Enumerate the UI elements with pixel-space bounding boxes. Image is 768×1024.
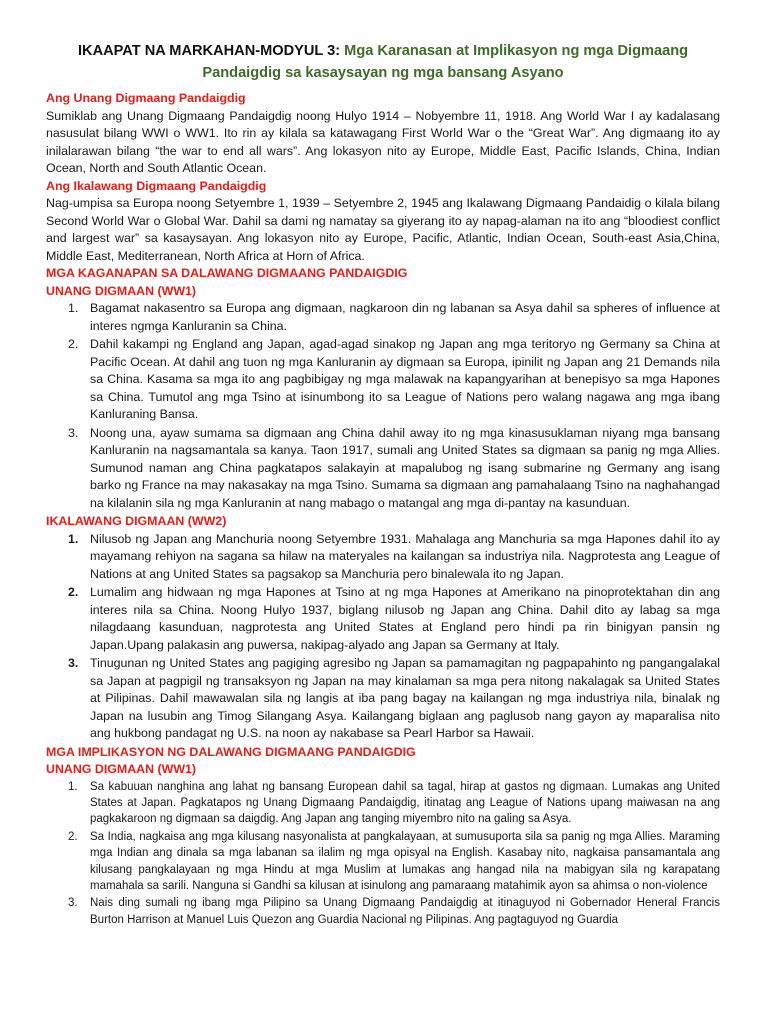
module-title-topic: Mga Karanasan at Implikasyon ng mga Digmaang Pandaigdig sa kasaysayan ng mga bansang Asyano bbox=[202, 43, 689, 81]
list-number: 1. bbox=[68, 780, 78, 793]
list-text: Nais ding sumali ng ibang mga Pilipino sa Unang Digmaang Pandaigdig at itinaguyod ni Gobernador Heneral Francis Burton Harrison at Manuel Luis Quezon ang Guardia Nacional ng Pilipinas. Ang pagtaguyod ng Guardia bbox=[90, 897, 720, 926]
list-number: 3. bbox=[68, 425, 79, 440]
list-item bbox=[46, 531, 720, 584]
module-title bbox=[46, 40, 720, 84]
list-number: 1. bbox=[68, 531, 79, 546]
kaganapan-ww2-heading: IKALAWANG DIGMAAN (WW2) bbox=[46, 514, 227, 528]
list-text: Sa India, nagkaisa ang mga kilusang nasyonalista at pangkalayaan, at sumusuporta sila sa panig ng mga Allies. Maraming mga Indian ang dinala sa mga labanan sa ilalim ng mga opisyal na English. Kasabay nito, nagkaisa pansamantala ang kilusang pangkalayaan ng mga Hindu at mga Muslim at lumakas ang hangad nila na mabigyan sila ng karapatang mamahala sa sarili. Nanguna si Gandhi sa kilusan at isinulong ang pamaraang matahimik ayon sa ahimsa o non-violence bbox=[90, 830, 720, 892]
ww2-intro-heading: Ang Ikalawang Digmaang Pandaigdig bbox=[46, 178, 267, 193]
list-text: Bagamat nakasentro sa Europa ang digmaan, nagkaroon din ng labanan sa Asya dahil sa spheres of influence at interes ngmga Kanluranin sa China. bbox=[90, 301, 720, 333]
list-item bbox=[46, 829, 720, 895]
list-item bbox=[46, 336, 720, 424]
list-item bbox=[46, 584, 720, 654]
list-number: 3. bbox=[68, 656, 79, 670]
list-text: Noong una, ayaw sumama sa digmaan ang China dahil away ito ng mga kinasusuklaman niyang mga bansang Kanluranin na nagsamantala sa kanya. Taon 1917, sumali ang United States sa digmaan sa panig ng mga Allies. Sumunod naman ang China pagkatapos salakayin at mapalubog ng isang submarine ng Germany ang isang barko ng France na may nakasakay na mga Tsino. Sumama sa digmaan ang pamahalaang Tsino na naghahangad na kilalanin sila ng mga Kanluranin at nang mabago o matangal ang mga di-pantay na kasunduan. bbox=[90, 425, 720, 510]
kaganapan-heading: MGA KAGANAPAN SA DALAWANG DIGMAANG PANDAIGDIG bbox=[46, 266, 408, 280]
implikasyon-ww1-heading: UNANG DIGMAAN (WW1) bbox=[46, 762, 197, 776]
list-item bbox=[46, 895, 720, 928]
list-text: Lumalim ang hidwaan ng mga Hapones at Tsino at ng mga Hapones at Amerikano na pinoprotektahan din ang interes nila sa China. Noong Hulyo 1937, biglang nilusob ng Japan ang China. Dahil dito ay labag sa mga nilagdaang kasunduan, nagprotesta ang United States at England pero hindi pa rin binigyan pansin ng Japan.Upang palakasin ang puwersa, nakipag-alyado ang Japan sa Germany at Italy. bbox=[90, 585, 720, 652]
list-number: 2. bbox=[68, 585, 79, 599]
implikasyon-heading: MGA IMPLIKASYON NG DALAWANG DIGMAANG PANDAIGDIG bbox=[46, 744, 416, 759]
list-text: Nilusob ng Japan ang Manchuria noong Setyembre 1931. Mahalaga ang Manchuria sa mga Hapones dahil ito ay mayamang rehiyon na sagana sa hilaw na materyales na kailangan sa industriya nila. Nagprotesta ang League of Nations at ang United States sa pagsakop sa Manchuria pero binalewala ito ng Japan. bbox=[90, 531, 720, 581]
list-number: 2. bbox=[68, 337, 79, 351]
list-number: 2. bbox=[68, 830, 78, 843]
ww1-intro-heading: Ang Unang Digmaang Pandaigdig bbox=[46, 91, 246, 105]
ww1-intro-text: Sumiklab ang Unang Digmaang Pandaigdig noong Hulyo 1914 – Nobyembre 11, 1918. Ang World War I ay kadalasang nasusulat bilang WWI o WW1. Ito rin ay kilala sa katawagang First World War o the “Great War”. Ang digmaang ito ay inilalarawan bilang “the war to end all wars”. Ang lokasyon nito ay Europe, Middle East, Pacific Islands, China, Indian Ocean, North and South Atlantic Ocean. bbox=[46, 108, 720, 175]
list-item bbox=[46, 300, 720, 335]
kaganapan-ww1-heading: UNANG DIGMAAN (WW1) bbox=[46, 283, 197, 298]
ww2-intro-text: Nag-umpisa sa Europa noong Setyembre 1, 1939 – Setyembre 2, 1945 ang Ikalawang Digmaang Pandaidig o kilala bilang Second World War o Global War. Dahil sa dami ng namatay sa giyerang ito ay napag-alaman na ito ang “bloodiest conflict and largest war” sa kasaysayan. Ang lokasyon nito ay Europe, Pacific, Atlantic, Indian Ocean, South-east Asia,China, Middle East, Mediterranean, North Africa at Horn of Africa. bbox=[46, 196, 720, 263]
kaganapan-ww1-list bbox=[46, 300, 720, 512]
list-text: Tinugunan ng United States ang pagiging agresibo ng Japan sa pamamagitan ng pagpapahinto ng pangangalakal sa Japan at pagpigil ng transaksyon ng Japan na may kinalaman sa mga pera nitong nakalagak sa United States at Pilipinas. Dahil mawawalan sila ng langis at iba pang bagay na kailangan ng mga industriya nila, binalak ng Japan na lusubin ang Timog Silangang Asya. Kailangang biglaan ang paglusob nang gayon ay maparalisa nito ang hukbong pandagat ng U.S. na noon ay nakabase sa Pearl Harbor sa Hawaii. bbox=[90, 656, 720, 740]
list-text: Dahil kakampi ng England ang Japan, agad-agad sinakop ng Japan ang mga teritoryo ng Germany sa China at Pacific Ocean. At dahil ang tuon ng mga Kanluranin ay digmaan sa Europa, ipinilit ng Japan ang 21 Demands nila sa China. Kasama sa mga ito ang pagbibigay ng mga malawak na kapangyarihan at benepisyo sa mga Hapones sa China. Tumutol ang mga Tsino at isinumbong ito sa League of Nations pero walang nagawa ang mga ibang Kanluraning Bansa. bbox=[90, 337, 720, 421]
list-item bbox=[46, 425, 720, 513]
list-number: 3. bbox=[68, 897, 78, 910]
list-item bbox=[46, 779, 720, 828]
kaganapan-ww2-list bbox=[46, 531, 720, 743]
list-item bbox=[46, 655, 720, 743]
list-number: 1. bbox=[68, 301, 79, 315]
implikasyon-ww1-list bbox=[46, 779, 720, 929]
module-title-prefix: IKAAPAT NA MARKAHAN-MODYUL 3: bbox=[77, 43, 341, 59]
list-text: Sa kabuuan nanghina ang lahat ng bansang European dahil sa tagal, hirap at gastos ng digmaan. Lumakas ang United States at Japan. Pagkatapos ng Unang Digmaang Pandaigdig, itinatag ang League of Nations upang maiwasan na ang pagkakaroon ng digmaan sa daigdig. Ang Japan ang tanging miyembro nito na galing sa Asya. bbox=[90, 780, 720, 826]
